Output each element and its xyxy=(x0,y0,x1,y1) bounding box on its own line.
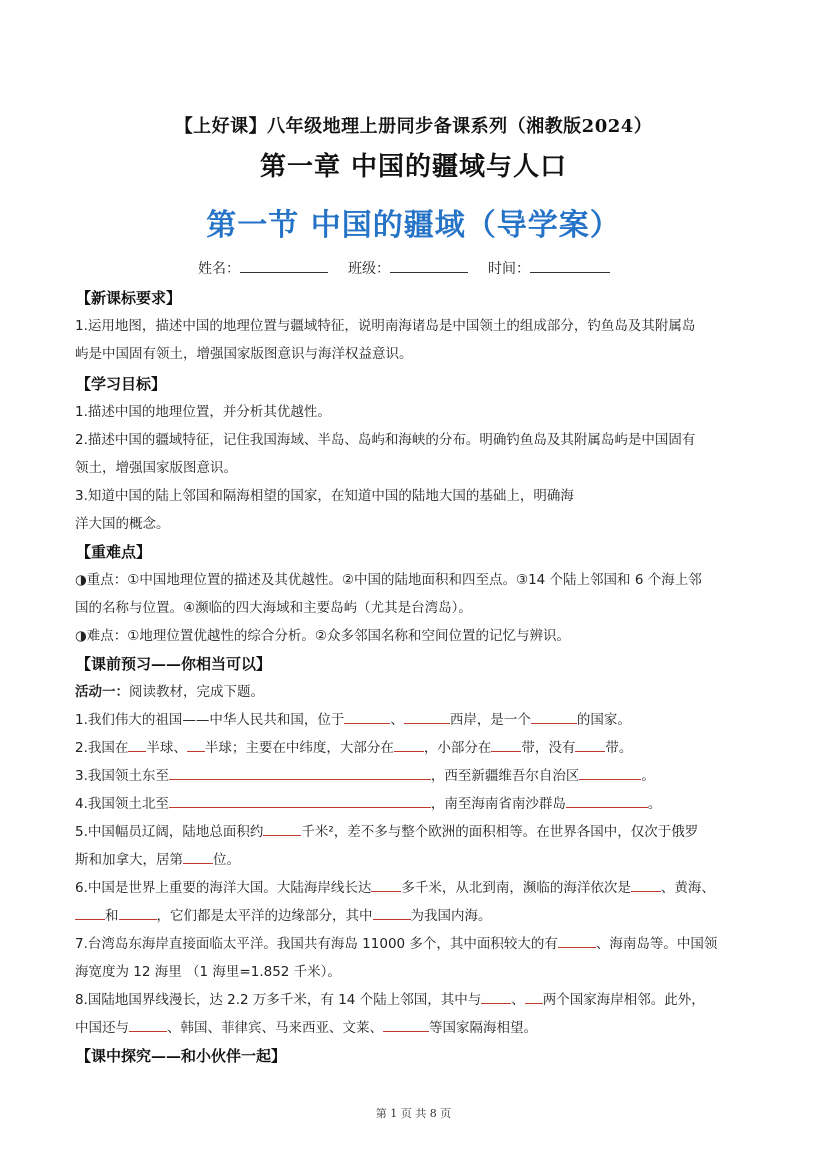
question-3 xyxy=(75,762,765,790)
q1-text: 的国家。 xyxy=(576,712,631,728)
standards-line: 1.运用地图，描述中国的地理位置与疆域特征，说明南海诸岛是中国领土的组成部分，钓鱼岛及其附属岛 xyxy=(75,318,696,334)
time-label: 时间： xyxy=(488,261,530,277)
page-footer: 第 1 页 共 8 页 xyxy=(375,1107,452,1120)
question-6 xyxy=(75,874,765,902)
question-1 xyxy=(75,706,765,734)
section-title: 第一节 中国的疆域（导学案） xyxy=(206,208,621,243)
time-blank[interactable] xyxy=(530,258,610,273)
q7-blank-1[interactable] xyxy=(558,935,596,948)
q6-text: 和 xyxy=(105,908,119,924)
q8-blank-4[interactable] xyxy=(383,1019,429,1032)
objective-line: 2.描述中国的疆域特征，记住我国海域、半岛、岛屿和海峡的分布。明确钓鱼岛及其附属岛屿是中国固有 xyxy=(75,432,696,448)
keypoints-heading: 【重难点】 xyxy=(76,543,152,561)
question-8 xyxy=(75,986,765,1014)
q1-text: 、 xyxy=(390,712,404,728)
q5-blank-2[interactable] xyxy=(183,851,213,864)
student-info-line xyxy=(198,258,610,278)
question-7-cont xyxy=(75,958,765,986)
standards-line: 屿是中国固有领土，增强国家版图意识与海洋权益意识。 xyxy=(75,346,413,362)
q2-text: 带，没有 xyxy=(521,740,576,756)
q4-text: 。 xyxy=(647,796,662,812)
q8-text: 中国还与 xyxy=(75,1020,129,1036)
q7-text: 海宽度为 12 海里 （1 海里=1.852 千米）。 xyxy=(75,964,341,980)
keypoint-line: 国的名称与位置。④濒临的四大海域和主要岛屿（尤其是台湾岛）。 xyxy=(75,600,472,616)
q2-text: 带。 xyxy=(605,740,633,756)
question-4 xyxy=(75,790,765,818)
q5-blank-1[interactable] xyxy=(263,823,301,836)
q7-text: 7.台湾岛东海岸直接面临太平洋。我国共有海岛 11000 多个，其中面积较大的有 xyxy=(75,936,558,952)
q4-text: ，南至海南省南沙群岛 xyxy=(430,796,566,812)
question-6-cont xyxy=(75,902,765,930)
q7-text: 、海南岛等。中国领 xyxy=(595,936,718,952)
activity-label: 活动一： xyxy=(75,684,129,700)
class-blank[interactable] xyxy=(390,258,468,273)
q6-text: ，它们都是太平洋的边缘部分，其中 xyxy=(156,908,373,924)
preview-heading: 【课前预习——你相当可以】 xyxy=(76,655,272,673)
q5-text: 千米²，差不多与整个欧洲的面积相等。在世界各国中，仅次于俄罗 xyxy=(301,824,699,840)
q8-blank-2[interactable] xyxy=(525,991,543,1004)
q5-text: 5.中国幅员辽阔，陆地总面积约 xyxy=(75,824,264,840)
q2-text: 2.我国在 xyxy=(75,740,129,756)
name-label: 姓名： xyxy=(198,261,240,277)
objective-line: 领土，增强国家版图意识。 xyxy=(75,460,237,476)
q5-text: 斯和加拿大，居第 xyxy=(75,852,183,868)
q6-text: 6.中国是世界上重要的海洋大国。大陆海岸线长达 xyxy=(75,880,372,896)
q1-blank-1[interactable] xyxy=(344,711,390,724)
q3-blank-2[interactable] xyxy=(579,767,641,780)
objective-line: 1.描述中国的地理位置，并分析其优越性。 xyxy=(75,404,331,420)
q6-blank-5[interactable] xyxy=(373,907,411,920)
explore-heading: 【课中探究——和小伙伴一起】 xyxy=(76,1047,287,1065)
q2-text: ，小部分在 xyxy=(423,740,492,756)
document-body xyxy=(75,284,765,1070)
question-5-cont xyxy=(75,846,765,874)
q3-blank-1[interactable] xyxy=(169,767,431,780)
keypoint-line: ◑难点：①地理位置优越性的综合分析。②众多邻国名称和空间位置的记忆与辨识。 xyxy=(75,628,570,644)
q4-text: 4.我国领土北至 xyxy=(75,796,169,812)
q8-text: 等国家隔海相望。 xyxy=(429,1020,537,1036)
q4-blank-2[interactable] xyxy=(566,795,648,808)
question-8-cont xyxy=(75,1014,765,1042)
q1-blank-3[interactable] xyxy=(531,711,577,724)
q8-text: 8.国陆地国界线漫长，达 2.2 万多千米，有 14 个陆上邻国，其中与 xyxy=(75,992,482,1008)
q3-text: ，西至新疆维吾尔自治区 xyxy=(430,768,580,784)
q6-text: 多千米，从北到南，濒临的海洋依次是 xyxy=(401,880,631,896)
q8-blank-1[interactable] xyxy=(481,991,511,1004)
q2-blank-2[interactable] xyxy=(187,739,205,752)
q8-blank-3[interactable] xyxy=(129,1019,167,1032)
question-7 xyxy=(75,930,765,958)
q5-text: 位。 xyxy=(213,852,240,868)
q1-text: 西岸，是一个 xyxy=(449,712,531,728)
class-label: 班级： xyxy=(348,261,390,277)
q3-text: 3.我国领土东至 xyxy=(75,768,169,784)
q2-blank-5[interactable] xyxy=(575,739,605,752)
keypoint-line: ◑重点：①中国地理位置的描述及其优越性。②中国的陆地面积和四至点。③14 个陆上邻国和 6 个海上邻 xyxy=(75,572,702,588)
q8-text: 、韩国、菲律宾、马来西亚、文莱、 xyxy=(167,1020,383,1036)
question-2 xyxy=(75,734,765,762)
q8-text: 、 xyxy=(511,992,525,1008)
q2-blank-4[interactable] xyxy=(491,739,521,752)
q6-blank-2[interactable] xyxy=(631,879,661,892)
q2-text: 半球；主要在中纬度，大部分在 xyxy=(204,740,394,756)
objective-line: 洋大国的概念。 xyxy=(75,516,170,532)
series-title: 【上好课】八年级地理上册同步备课系列（湘教版2024） xyxy=(174,116,653,137)
q6-text: 为我国内海。 xyxy=(410,908,492,924)
standards-heading: 【新课标要求】 xyxy=(76,289,182,307)
q2-text: 半球、 xyxy=(146,740,187,756)
name-blank[interactable] xyxy=(240,258,328,273)
q2-blank-3[interactable] xyxy=(394,739,424,752)
objective-line: 3.知道中国的陆上邻国和隔海相望的国家，在知道中国的陆地大国的基础上，明确海 xyxy=(75,488,574,504)
q4-blank-1[interactable] xyxy=(169,795,431,808)
q1-blank-2[interactable] xyxy=(404,711,450,724)
chapter-title: 第一章 中国的疆域与人口 xyxy=(259,152,568,182)
objectives-heading: 【学习目标】 xyxy=(76,375,167,393)
q6-blank-4[interactable] xyxy=(119,907,157,920)
q8-text: 两个国家海岸相邻。此外， xyxy=(542,992,705,1008)
q6-text: 、黄海、 xyxy=(660,880,715,896)
activity-text: 阅读教材，完成下题。 xyxy=(129,684,264,700)
q2-blank-1[interactable] xyxy=(128,739,146,752)
q6-blank-1[interactable] xyxy=(371,879,401,892)
q6-blank-3[interactable] xyxy=(75,907,105,920)
q1-text: 1.我们伟大的祖国——中华人民共和国，位于 xyxy=(75,712,345,728)
question-5 xyxy=(75,818,765,846)
q3-text: 。 xyxy=(641,768,655,784)
activity-line xyxy=(75,678,765,706)
